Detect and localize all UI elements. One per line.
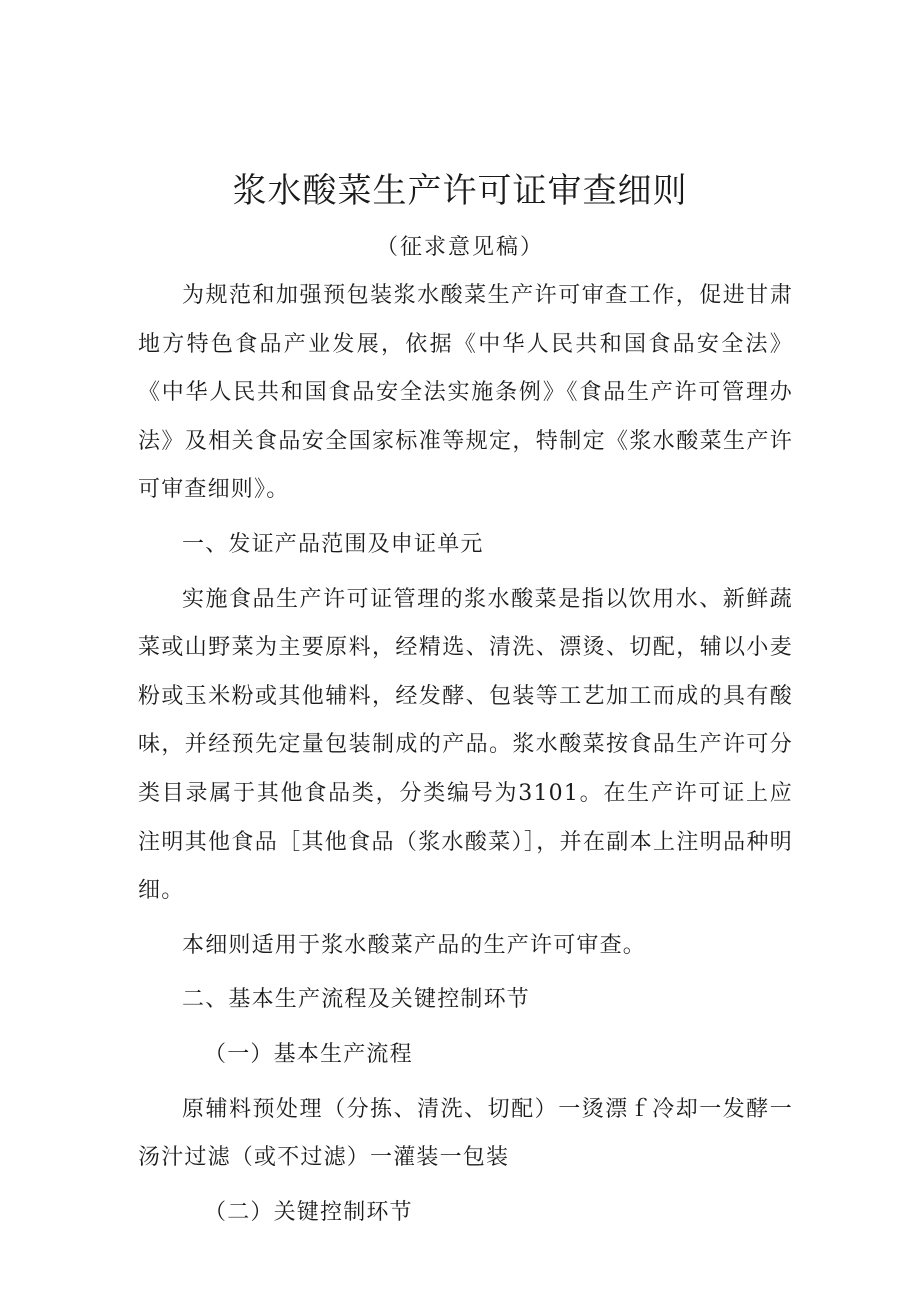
section-heading-process: 二、基本生产流程及关键控制环节 bbox=[182, 987, 531, 1013]
subsection-heading-flow: （一）基本生产流程 bbox=[204, 1041, 413, 1067]
intro-paragraph: 为规范和加强预包装浆水酸菜生产许可审查工作，促进甘肃地方特色食品产业发展，依据《中华人民共和国食品安全法》《中华人民共和国食品安全法实施条例》《食品生产许可管理办法》及相关食品安全国家标准等规定，特制定《浆水酸菜生产许可审查细则》。 bbox=[138, 283, 793, 503]
scope-paragraph: 实施食品生产许可证管理的浆水酸菜是指以饮用水、新鲜蔬菜或山野菜为主要原料，经精选、清洗、漂烫、切配，辅以小麦粉或玉米粉或其他辅料，经发酵、包装等工艺加工而成的具有酸味，并经预先定量包装制成的产品。浆水酸菜按食品生产许可分类目录属于其他食品类，分类编号为3101。在生产许可证上应注明其他食品［其他食品（浆水酸菜）］，并在副本上注明品种明细。 bbox=[138, 586, 793, 904]
section-heading-scope: 一、发证产品范围及申证单元 bbox=[182, 531, 484, 557]
subsection-heading-control: （二）关键控制环节 bbox=[204, 1199, 413, 1225]
applicability-paragraph: 本细则适用于浆水酸菜产品的生产许可审查。 bbox=[182, 932, 647, 958]
document-subtitle: （征求意见稿） bbox=[375, 235, 544, 260]
flow-paragraph: 原辅料预处理（分拣、清洗、切配）一烫漂ｆ冷却一发酵一汤汁过滤（或不过滤）一灌装一包装 bbox=[138, 1096, 793, 1171]
document-body bbox=[138, 272, 793, 1237]
document-title: 浆水酸菜生产许可证审查细则 bbox=[232, 171, 688, 211]
